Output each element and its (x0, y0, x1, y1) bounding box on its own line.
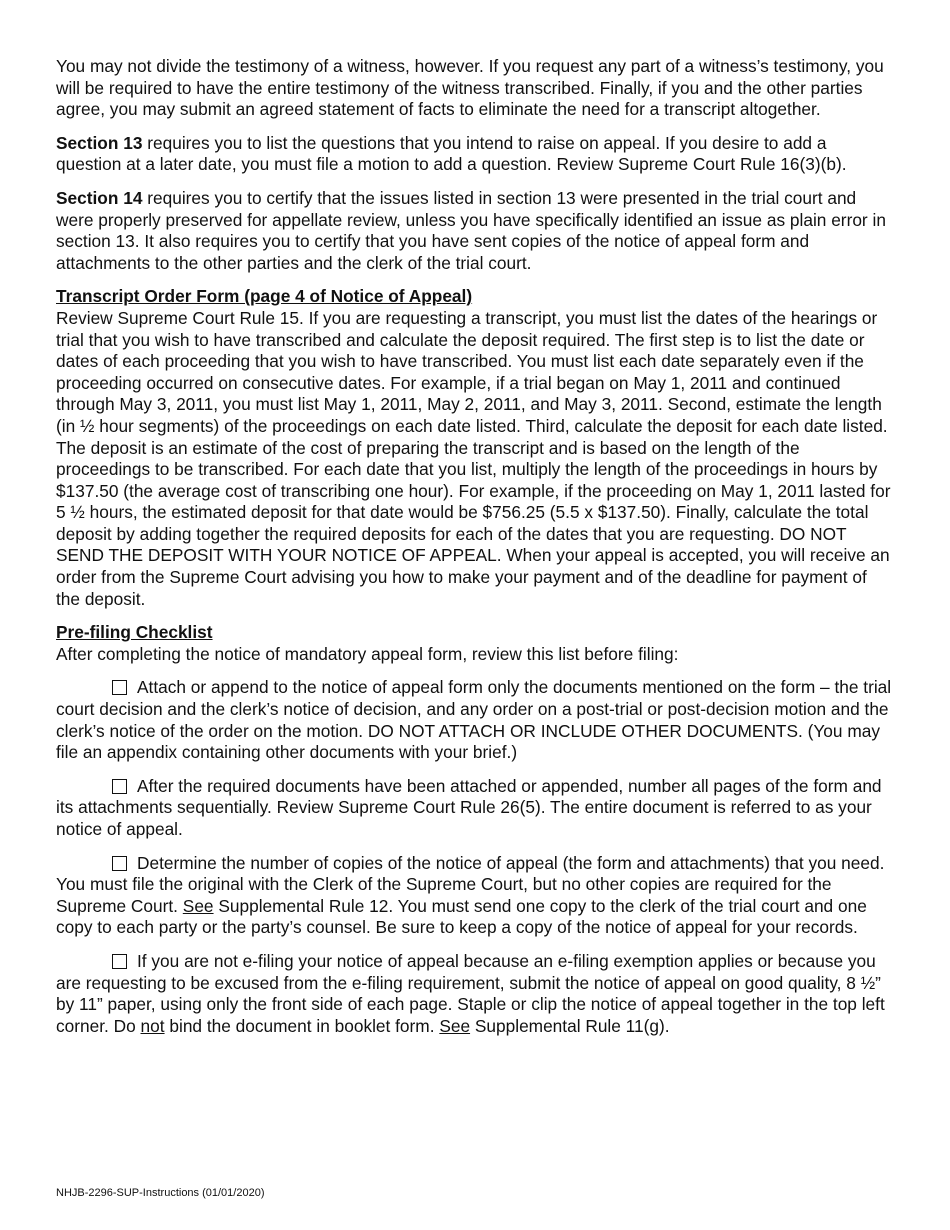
section-14-text: requires you to certify that the issues listed in section 13 were presented in the trial court and were properly preserved for appellate review, unless you have specifically identified an issue as plain error in section 13. It also requires you to certify that you have sent copies of the notice of appeal form and attachments to the other parties and the clerk of the trial court. (56, 187, 886, 273)
checklist-item-attach-text: Attach or append to the notice of appeal form only the documents mentioned on the form – the trial court decision and the clerk’s notice of decision, and any order on a post-trial or post-decision motion and the clerk’s notice of the order on the motion. DO NOT ATTACH OR INCLUDE OTHER DOCUMENTS. (You may file an appendix containing other documents with your brief.) (56, 677, 892, 763)
checkbox-number-pages[interactable] (112, 779, 127, 794)
section-13-paragraph (56, 133, 894, 176)
section-14-paragraph (56, 188, 894, 274)
checklist-item-paper-text-1: If you are not e-filing your notice of appeal because an e-filing exemption applies or because you are requesting to be excused from the e-filing requirement, submit the notice of appeal on good quality, 8 ½” by 11” paper, using only the front side of each page. Staple or clip the notice of appeal together in the top left corner. Do (56, 950, 885, 1036)
checklist-intro: After completing the notice of mandatory appeal form, review this list before filing: (56, 643, 679, 664)
transcript-heading: Transcript Order Form (page 4 of Notice of Appeal) (56, 286, 473, 307)
checklist-item-number-pages (56, 776, 894, 841)
checklist-item-copies-text-1: Determine the number of copies of the notice of appeal (the form and attachments) that you need. You must file the original with the Clerk of the Supreme Court, but no other copies are required for the Supreme Court. (56, 852, 885, 916)
checklist-item-copies-text-2: Supplemental Rule 12. You must send one copy to the clerk of the trial court and one copy to each party or the party’s counsel. Be sure to keep a copy of the notice of appeal for your records. (56, 895, 867, 938)
checkbox-paper-filing[interactable] (112, 954, 127, 969)
checklist-item-paper-text-2: bind the document in booklet form. (164, 1015, 440, 1036)
form-footer: NHJB-2296-SUP-Instructions (01/01/2020) (56, 1187, 265, 1199)
document-page (56, 56, 894, 1049)
intro-paragraph: You may not divide the testimony of a witness, however. If you request any part of a witness’s testimony, you will be required to have the entire testimony of the witness transcribed. Finally, if you and the other parties agree, you may submit an agreed statement of facts to eliminate the need for a transcript altogether. (56, 56, 884, 120)
checklist-item-paper-filing (56, 951, 894, 1037)
transcript-paragraph: Review Supreme Court Rule 15. If you are requesting a transcript, you must list the dates of the hearings or trial that you wish to have transcribed and calculate the deposit required. The first step is to list the date or dates of each proceeding that you wish to have transcribed. You must list each date separately even if the proceeding occurred on consecutive dates. For example, if a trial began on May 1, 2011 and continued through May 3, 2011, you must list May 1, 2011, May 2, 2011, and May 3, 2011. Second, estimate the length (in ½ hour segments) of the proceedings on each date listed. Third, calculate the deposit for each date listed. The deposit is an estimate of the cost of preparing the transcript and is based on the length of the proceedings to be transcribed. For each date that you list, multiply the length of the proceedings in hours by $137.50 (the average cost of transcribing one hour). For example, if the proceeding on May 1, 2011 lasted for 5 ½ hours, the estimated deposit for that date would be $756.25 (5.5 x $137.50). Finally, calculate the total deposit by adding together the required deposits for each of the dates that you are requesting. DO NOT SEND THE DEPOSIT WITH YOUR NOTICE OF APPEAL. When your appeal is accepted, you will receive an order from the Supreme Court advising you how to make your payment and of the deadline for payment of the deposit. (56, 307, 891, 609)
checklist-item-copies (56, 853, 894, 939)
checkbox-attach[interactable] (112, 680, 127, 695)
checkbox-copies[interactable] (112, 856, 127, 871)
checklist-item-paper-text-3: Supplemental Rule 11(g). (470, 1015, 670, 1036)
section-13-text: requires you to list the questions that you intend to raise on appeal. If you desire to add a question at a later date, you must file a motion to add a question. Review Supreme Court Rule 16(3)(b). (56, 132, 847, 175)
see-reference: See (439, 1015, 471, 1036)
checklist-heading: Pre-filing Checklist (56, 622, 213, 643)
checklist-item-number-pages-text: After the required documents have been attached or appended, number all pages of the form and its attachments sequentially. Review Supreme Court Rule 26(5). The entire document is referred to as your notice of appeal. (56, 775, 882, 839)
see-reference: See (182, 895, 214, 916)
section-14-label: Section 14 (56, 187, 143, 208)
section-13-label: Section 13 (56, 132, 143, 153)
not-emphasis: not (140, 1015, 165, 1036)
checklist-item-attach (56, 677, 894, 763)
